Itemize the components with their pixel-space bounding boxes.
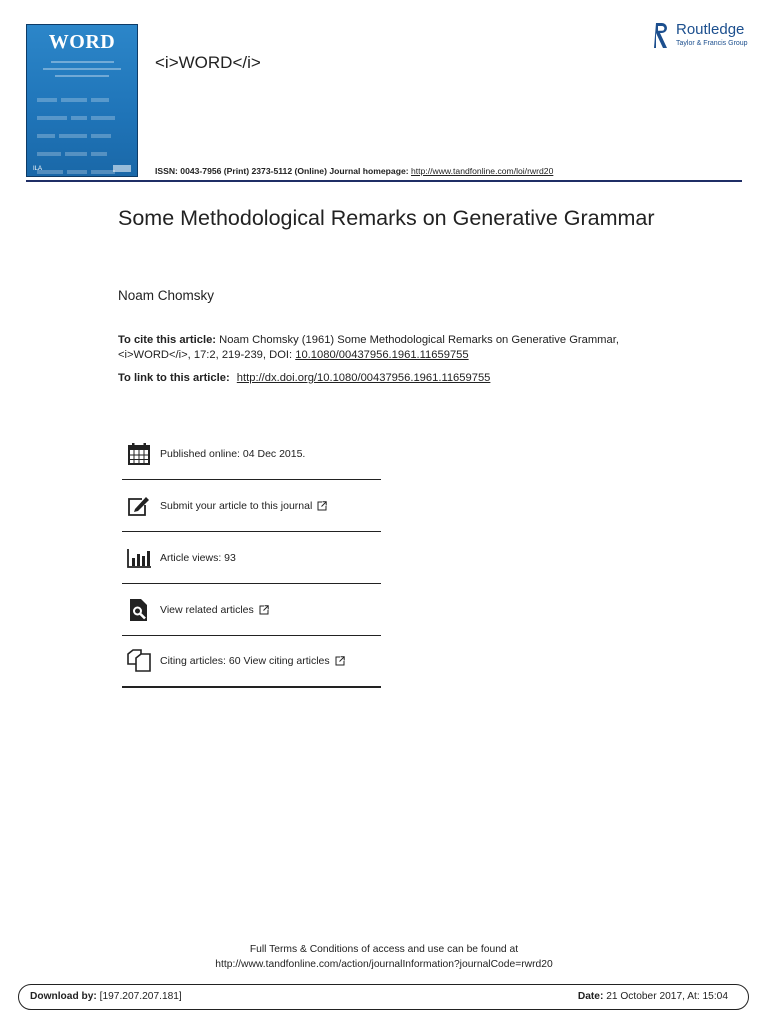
cover-footer-label: ILA [33,166,43,172]
download-date-label: Date: [577,991,604,1002]
publisher-group: Taylor & Francis Group [676,40,748,47]
download-by-label: Download by: [30,991,97,1002]
issn-line [155,166,553,176]
published-row [122,428,381,480]
document-search-icon [126,598,152,622]
terms-url[interactable]: http://www.tandfonline.com/action/journalInformation?journalCode=rwrd20 [215,959,553,970]
cover-title: WORD [48,31,116,53]
article-views: Article views: 93 [160,551,236,564]
bar-chart-icon [126,546,152,570]
view-related-link[interactable] [160,604,269,616]
article-info-list [122,428,381,688]
citing-documents-icon [126,649,152,673]
journal-cover-image [26,24,138,177]
article-link-block [118,372,490,384]
download-by-value: [197.207.207.181] [99,991,182,1002]
download-by [30,991,182,1002]
terms-line: Full Terms & Conditions of access and use can be found at [249,944,519,955]
download-date [578,991,728,1002]
edit-pencil-icon [126,494,152,518]
external-link-icon [335,656,345,666]
article-title: Some Methodological Remarks on Generative Grammar [118,206,655,230]
external-link-icon [317,501,327,511]
link-label: To link to this article: [118,372,230,384]
download-info-bar [18,984,749,1010]
published-date: Published online: 04 Dec 2015. [160,447,306,460]
journal-name: <i>WORD</i> [155,53,261,72]
citing-row[interactable] [122,636,381,688]
article-url-link[interactable]: http://dx.doi.org/10.1080/00437956.1961.11659755 [236,372,491,384]
download-date-value: 21 October 2017, At: 15:04 [606,991,728,1002]
submit-article-link[interactable] [160,500,327,512]
related-row[interactable] [122,584,381,636]
terms-block [0,942,768,972]
publisher-name: Routledge [676,21,745,38]
citing-articles-label: Citing articles: 60 View citing articles [160,655,330,667]
view-related-label: View related articles [160,603,254,616]
citation-label: To cite this article: [118,334,217,346]
cover-publisher-mark [113,165,131,172]
article-author: Noam Chomsky [118,288,215,303]
publisher-logo [654,20,754,52]
citation-text: Noam Chomsky (1961) Some Methodological Remarks on Generative Grammar, <i>WORD</i>, 17:2, 219-239, DOI: [118,334,619,361]
external-link-icon [259,605,269,615]
routledge-logo-icon [654,22,670,50]
header-divider [26,180,742,182]
issn-text: ISSN: 0043-7956 (Print) 2373-5112 (Online) Journal homepage: [155,166,409,176]
doi-link[interactable]: 10.1080/00437956.1961.11659755 [295,349,469,361]
citing-articles-link[interactable] [160,655,345,667]
calendar-icon [126,442,152,466]
citation-block [118,333,638,363]
submit-article-label: Submit your article to this journal [160,499,313,512]
views-row [122,532,381,584]
cover-lines [37,61,127,82]
journal-homepage-link[interactable]: http://www.tandfonline.com/loi/rwrd20 [411,166,554,176]
submit-row[interactable] [122,480,381,532]
